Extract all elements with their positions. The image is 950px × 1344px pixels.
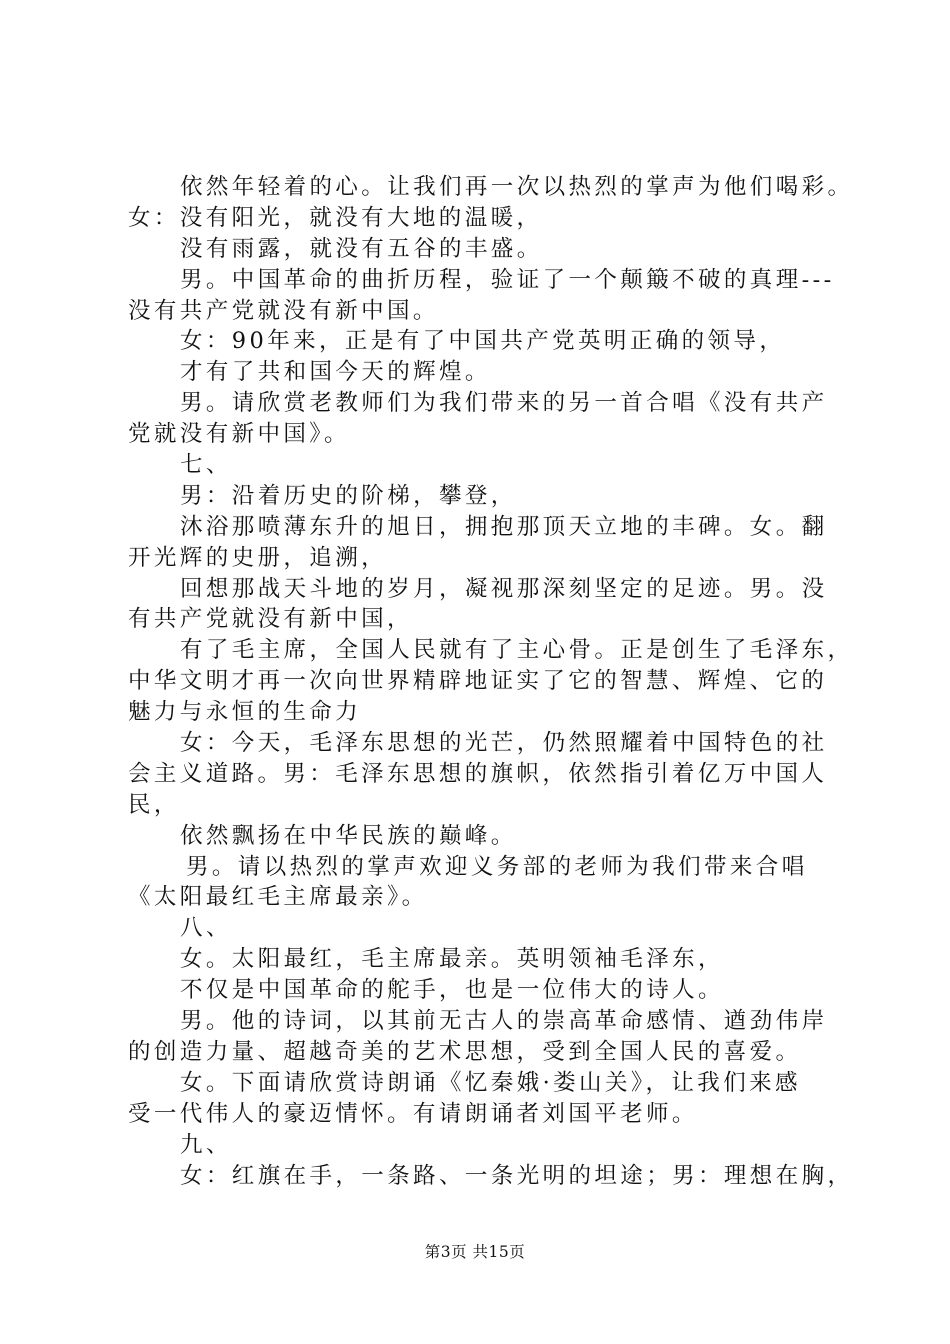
text-line: 受一代伟人的豪迈情怀。有请朗诵者刘国平老师。 xyxy=(128,1100,698,1127)
text-line: 有了毛主席，全国人民就有了主心骨。正是创生了毛泽东， xyxy=(180,637,854,664)
text-line: 魅力与永恒的生命力 xyxy=(128,699,362,726)
text-line: 男。中国革命的曲折历程，验证了一个颠簸不破的真理--- xyxy=(180,266,835,293)
text-line: 有共产党就没有新中国， xyxy=(128,606,413,633)
text-line: 女。下面请欣赏诗朗诵《忆秦娥·娄山关》，让我们来感 xyxy=(180,1069,801,1096)
text-line: 沐浴那喷薄东升的旭日，拥抱那顶天立地的丰碑。女。翻 xyxy=(180,513,828,540)
text-line: 《太阳最红毛主席最亲》。 xyxy=(128,884,428,911)
text-line: 女：今天，毛泽东思想的光芒，仍然照耀着中国特色的社 xyxy=(180,730,828,757)
text-line: 女：没有阳光，就没有大地的温暖， xyxy=(128,204,543,231)
text-line: 八、 xyxy=(180,915,232,942)
text-line: 没有雨露，就没有五谷的丰盛。 xyxy=(180,235,543,262)
text-line: 民， xyxy=(128,791,180,818)
text-line: 才有了共和国今天的辉煌。 xyxy=(180,359,491,386)
text-line: 依然飘扬在中华民族的巅峰。 xyxy=(180,822,517,849)
text-line: 回想那战天斗地的岁月，凝视那深刻坚定的足迹。男。没 xyxy=(180,575,828,602)
text-line: 七、 xyxy=(180,452,232,479)
text-line: 没有共产党就没有新中国。 xyxy=(128,297,439,324)
text-line: 男：沿着历史的阶梯，攀登， xyxy=(180,482,517,509)
page-footer: 第3页 共15页 xyxy=(424,1243,526,1261)
text-line: 女：红旗在手，一条路、一条光明的坦途；男：理想在胸， xyxy=(180,1162,854,1189)
text-line: 会主义道路。男：毛泽东思想的旗帜，依然指引着亿万中国人 xyxy=(128,760,828,787)
text-line: 男。他的诗词，以其前无古人的崇高革命感情、遒劲伟岸 xyxy=(180,1008,828,1035)
text-line: 女。太阳最红，毛主席最亲。英明领袖毛泽东， xyxy=(180,946,724,973)
body-text xyxy=(128,172,854,1191)
text-line: 的创造力量、超越奇美的艺术思想，受到全国人民的喜爱。 xyxy=(128,1038,802,1065)
text-line: 依然年轻着的心。让我们再一次以热烈的掌声为他们喝彩。 xyxy=(180,174,854,200)
text-line: 男。请以热烈的掌声欢迎义务部的老师为我们带来合唱 xyxy=(186,853,808,880)
text-line: 男。请欣赏老教师们为我们带来的另一首合唱《没有共产 xyxy=(180,390,828,417)
text-line: 不仅是中国革命的舵手，也是一位伟大的诗人。 xyxy=(180,977,724,1004)
text-line: 九、 xyxy=(180,1131,232,1158)
text-line: 女：90年来，正是有了中国共产党英明正确的领导， xyxy=(180,328,786,355)
text-line: 中华文明才再一次向世界精辟地证实了它的智慧、辉煌、它的 xyxy=(128,668,828,695)
text-line: 党就没有新中国》。 xyxy=(128,421,350,448)
text-line: 开光辉的史册，追溯， xyxy=(128,544,388,571)
